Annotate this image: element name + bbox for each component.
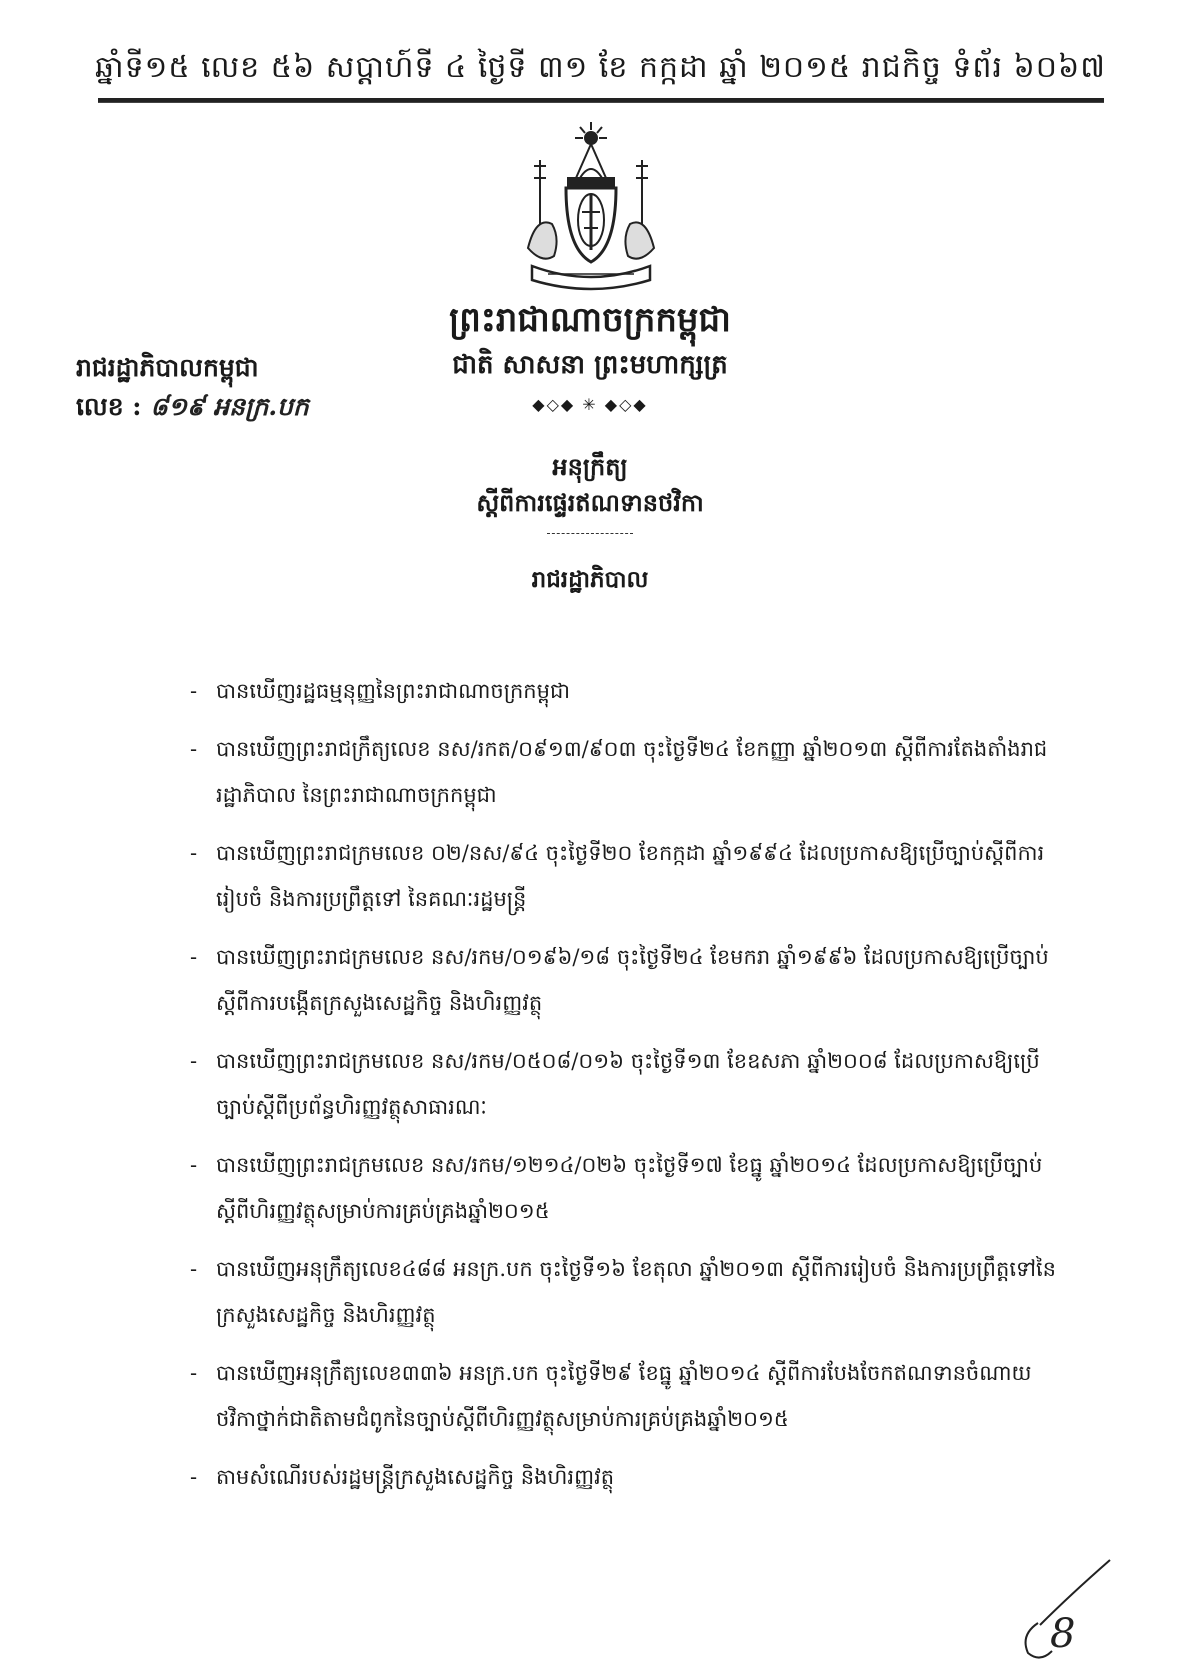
handwritten-page-mark — [1010, 1555, 1120, 1665]
list-item: - បានឃើញព្រះរាជក្រមលេខ នស/រកម/០១៩៦/១៨ ចុះថ្ងៃទី២៤ ខែមករា ឆ្នាំ១៩៩៦ ដែលប្រកាសឱ្យប្រើច្បាប់ស្តីពីការបង្កើតក្រសួងសេដ្ឋកិច្ច និងហិរញ្ញវត្ថុ — [190, 945, 1049, 1015]
subject-divider — [547, 533, 633, 534]
issuer-name: រាជរដ្ឋាភិបាលកម្ពុជា — [76, 353, 259, 382]
list-item: - បានឃើញរដ្ឋធម្មនុញ្ញនៃព្រះរាជាណាចក្រកម្ពុជា — [190, 679, 570, 703]
recital-text: បានឃើញព្រះរាជក្រមលេខ នស/រកម/០៥០៨/០១៦ ចុះថ្ងៃទី១៣ ខែឧសភា ឆ្នាំ២០០៨ ដែលប្រកាសឱ្យប្រើច្បាប់ស្តីពីប្រព័ន្ធហិរញ្ញវត្ថុសាធារណៈ — [216, 1049, 1040, 1119]
document-subject: ស្តីពីការផ្ទេរឥណទានថវិកា — [476, 488, 704, 517]
list-item: - តាមសំណើរបស់រដ្ឋមន្ត្រីក្រសួងសេដ្ឋកិច្ច និងហិរញ្ញវត្ថុ — [190, 1465, 615, 1489]
ornament-divider: ◆◇◆ ✳ ◆◇◆ — [532, 395, 648, 414]
header-divider — [98, 98, 1104, 103]
list-item: - បានឃើញព្រះរាជក្រឹត្យលេខ នស/រកត/០៩១៣/៩០៣ ចុះថ្ងៃទី២៤ ខែកញ្ញា ឆ្នាំ២០១៣ ស្តីពីការតែងតាំងរាជរដ្ឋាភិបាល នៃព្រះរាជាណាចក្រកម្ពុជា — [190, 737, 1048, 807]
list-item: - បានឃើញអនុក្រឹត្យលេខ៣៣៦ អនក្រ.បក ចុះថ្ងៃទី២៩ ខែធ្នូ ឆ្នាំ២០១៤ ស្តីពីការបែងចែកឥណទានចំណាយថវិកាថ្នាក់ជាតិតាមជំពូកនៃច្បាប់ស្តីពីហិរញ្ញវត្ថុសម្រាប់ការគ្រប់គ្រងឆ្នាំ២០១៥ — [190, 1361, 1032, 1431]
list-item: - បានឃើញអនុក្រឹត្យលេខ៤៨៨ អនក្រ.បក ចុះថ្ងៃទី១៦ ខែតុលា ឆ្នាំ២០១៣ ស្តីពីការរៀបចំ និងការប្រព្រឹត្តទៅនៃក្រសួងសេដ្ឋកិច្ច និងហិរញ្ញវត្ថុ — [190, 1257, 1056, 1327]
document-number-value: ៨១៩ អនក្រ.បក — [150, 392, 309, 421]
recitals-list — [190, 668, 1070, 1512]
royal-arms-icon — [518, 120, 664, 298]
list-item: - បានឃើញព្រះរាជក្រមលេខ ០២/នស/៩៤ ចុះថ្ងៃទី២០ ខែកក្កដា ឆ្នាំ១៩៩៤ ដែលប្រកាសឱ្យប្រើច្បាប់ស្តីពីការរៀបចំ និងការប្រព្រឹត្តទៅ នៃគណៈរដ្ឋមន្ត្រី — [190, 841, 1045, 911]
issuing-authority: រាជរដ្ឋាភិបាល — [531, 566, 649, 593]
list-item: - បានឃើញព្រះរាជក្រមលេខ នស/រកម/១២១៤/០២៦ ចុះថ្ងៃទី១៧ ខែធ្នូ ឆ្នាំ២០១៤ ដែលប្រកាសឱ្យប្រើច្បាប់ស្តីពីហិរញ្ញវត្ថុសម្រាប់ការគ្រប់គ្រងឆ្នាំ២០១៥ — [190, 1153, 1043, 1223]
document-number-label: លេខ : — [76, 392, 142, 421]
recital-text: បានឃើញព្រះរាជក្រមលេខ នស/រកម/១២១៤/០២៦ ចុះថ្ងៃទី១៧ ខែធ្នូ ឆ្នាំ២០១៤ ដែលប្រកាសឱ្យប្រើច្បាប់ស្តីពីហិរញ្ញវត្ថុសម្រាប់ការគ្រប់គ្រងឆ្នាំ២០១៥ — [216, 1153, 1043, 1223]
recital-text: តាមសំណើរបស់រដ្ឋមន្ត្រីក្រសួងសេដ្ឋកិច្ច និងហិរញ្ញវត្ថុ — [216, 1465, 615, 1489]
recital-text: បានឃើញអនុក្រឹត្យលេខ៣៣៦ អនក្រ.បក ចុះថ្ងៃទី២៩ ខែធ្នូ ឆ្នាំ២០១៤ ស្តីពីការបែងចែកឥណទានចំណាយថវិកាថ្នាក់ជាតិតាមជំពូកនៃច្បាប់ស្តីពីហិរញ្ញវត្ថុសម្រាប់ការគ្រប់គ្រងឆ្នាំ២០១៥ — [216, 1361, 1032, 1431]
recital-text: បានឃើញព្រះរាជក្រឹត្យលេខ នស/រកត/០៩១៣/៩០៣ ចុះថ្ងៃទី២៤ ខែកញ្ញា ឆ្នាំ២០១៣ ស្តីពីការតែងតាំងរាជរដ្ឋាភិបាល នៃព្រះរាជាណាចក្រកម្ពុជា — [216, 737, 1048, 807]
gazette-header: ឆ្នាំទី១៥ លេខ ៥៦ សប្តាហ៍ទី ៤ ថ្ងៃទី ៣១ ខែ កក្កដា ឆ្នាំ ២០១៥ រាជកិច្ច ទំព័រ ៦០៦៧ — [95, 50, 1106, 85]
kingdom-title: ព្រះរាជាណាចក្រកម្ពុជា — [449, 300, 731, 340]
document-type: អនុក្រឹត្យ — [552, 452, 628, 481]
document-number — [76, 392, 309, 428]
recital-text: បានឃើញអនុក្រឹត្យលេខ៤៨៨ អនក្រ.បក ចុះថ្ងៃទី១៦ ខែតុលា ឆ្នាំ២០១៣ ស្តីពីការរៀបចំ និងការប្រព្រឹត្តទៅនៃក្រសួងសេដ្ឋកិច្ច និងហិរញ្ញវត្ថុ — [216, 1257, 1056, 1327]
list-item: - បានឃើញព្រះរាជក្រមលេខ នស/រកម/០៥០៨/០១៦ ចុះថ្ងៃទី១៣ ខែឧសភា ឆ្នាំ២០០៨ ដែលប្រកាសឱ្យប្រើច្បាប់ស្តីពីប្រព័ន្ធហិរញ្ញវត្ថុសាធារណៈ — [190, 1049, 1040, 1119]
national-motto: ជាតិ សាសនា ព្រះមហាក្សត្រ — [452, 350, 728, 380]
recital-text: បានឃើញរដ្ឋធម្មនុញ្ញនៃព្រះរាជាណាចក្រកម្ពុជា — [216, 679, 570, 703]
radiant-sun-icon — [575, 122, 607, 144]
recital-text: បានឃើញព្រះរាជក្រមលេខ នស/រកម/០១៩៦/១៨ ចុះថ្ងៃទី២៤ ខែមករា ឆ្នាំ១៩៩៦ ដែលប្រកាសឱ្យប្រើច្បាប់ស្តីពីការបង្កើតក្រសួងសេដ្ឋកិច្ច និងហិរញ្ញវត្ថុ — [216, 945, 1049, 1015]
recital-text: បានឃើញព្រះរាជក្រមលេខ ០២/នស/៩៤ ចុះថ្ងៃទី២០ ខែកក្កដា ឆ្នាំ១៩៩៤ ដែលប្រកាសឱ្យប្រើច្បាប់ស្តីពីការរៀបចំ និងការប្រព្រឹត្តទៅ នៃគណៈរដ្ឋមន្ត្រី — [216, 841, 1045, 911]
page-mark-text: 8 — [1050, 1611, 1076, 1657]
